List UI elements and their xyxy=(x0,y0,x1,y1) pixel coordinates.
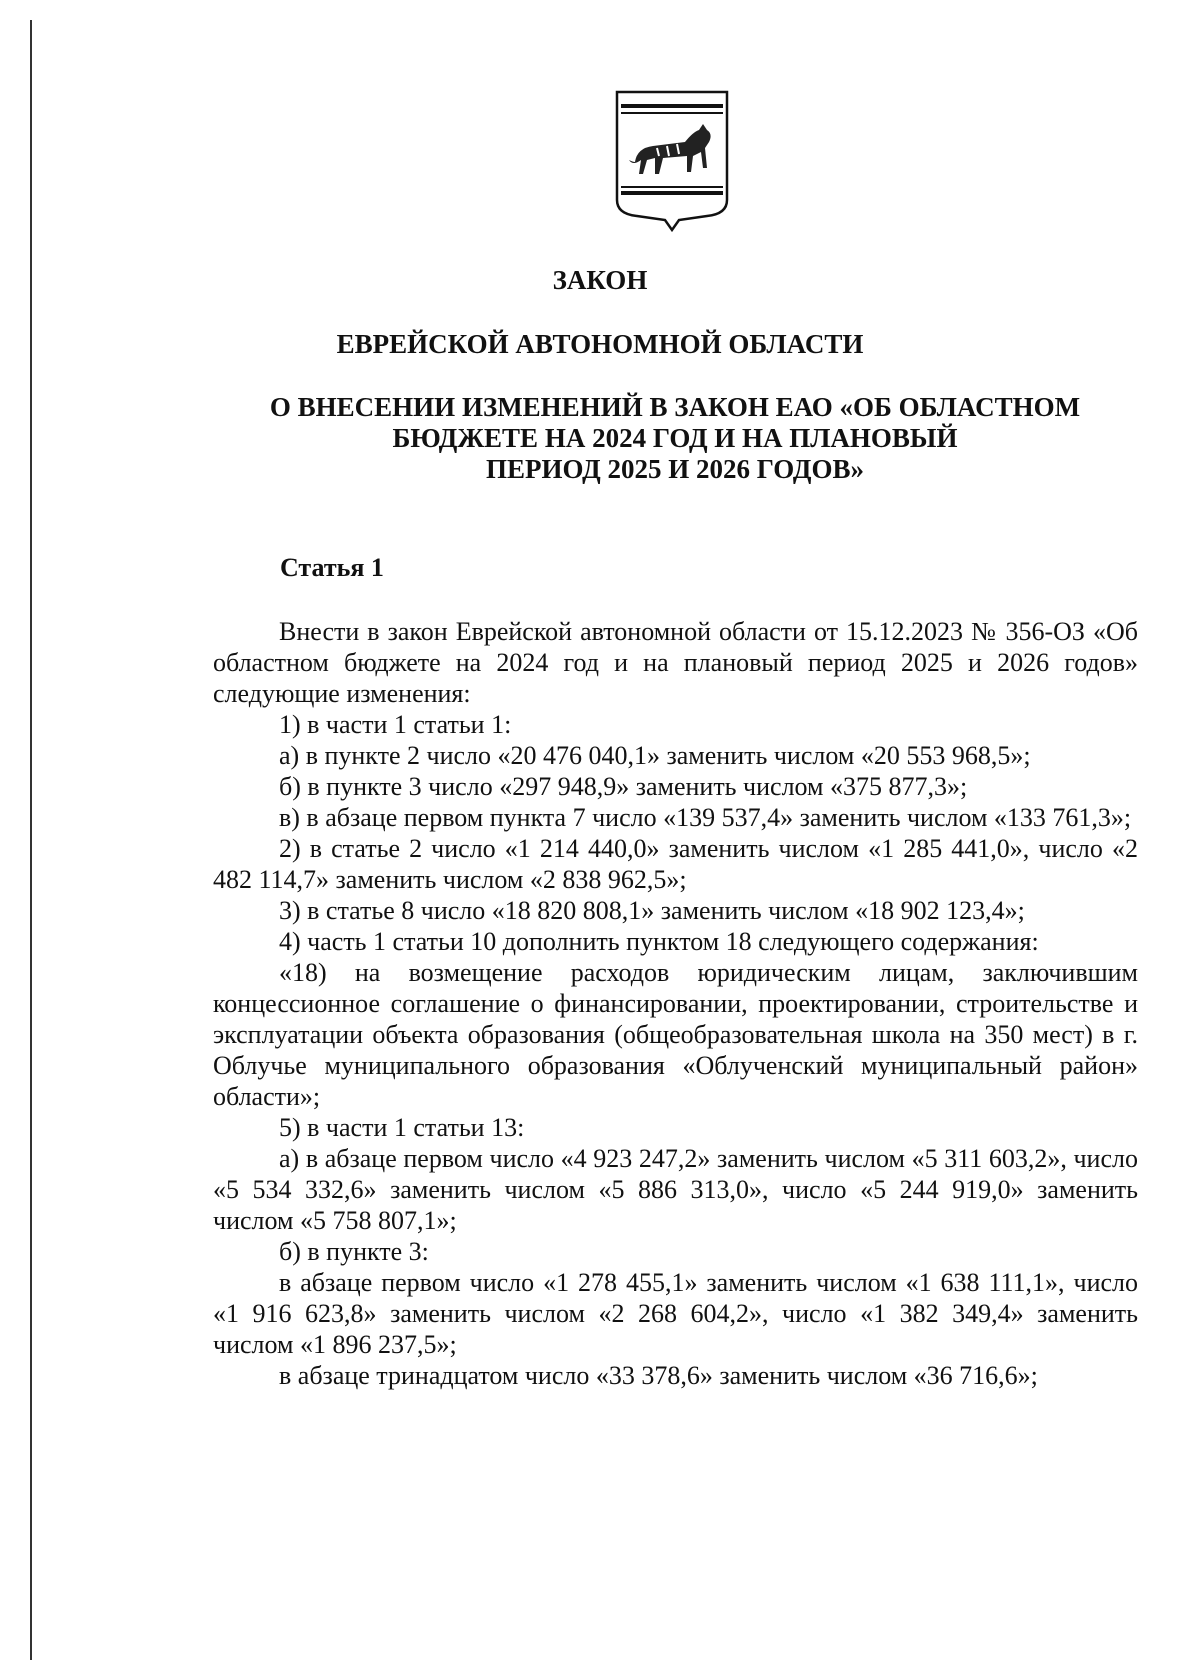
law-title: ЗАКОН xyxy=(552,265,648,295)
paragraph: а) в абзаце первом число «4 923 247,2» заменить числом «5 311 603,2», число «5 534 332,6» заменить числом «5 886 313,0», число «5 244 919,0» заменить числом «5 758 807,1»; xyxy=(213,1144,1138,1235)
paragraph: в) в абзаце первом пункта 7 число «139 537,4» заменить числом «133 761,3»; xyxy=(279,803,1132,832)
paragraph: 2) в статье 2 число «1 214 440,0» заменить числом «1 285 441,0», число «2 482 114,7» заменить числом «2 838 962,5»; xyxy=(213,834,1138,894)
paragraph: «18) на возмещение расходов юридическим лицам, заключившим концессионное соглашение о финансировании, проектировании, строительстве и эксплуатации объекта образования (общеобразовательная школа на 350 мест) в г. Облучье муниципального образования «Облученский муниципальный район» области»; xyxy=(213,958,1138,1111)
paragraph: 1) в части 1 статьи 1: xyxy=(279,710,512,739)
paragraph: 3) в статье 8 число «18 820 808,1» заменить числом «18 902 123,4»; xyxy=(279,896,1025,925)
paragraph: 5) в части 1 статьи 13: xyxy=(279,1113,525,1142)
paragraph: 4) часть 1 статьи 10 дополнить пунктом 18 следующего содержания: xyxy=(279,927,1039,956)
region-title: ЕВРЕЙСКОЙ АВТОНОМНОЙ ОБЛАСТИ xyxy=(336,329,864,359)
paragraph: в абзаце первом число «1 278 455,1» заменить числом «1 638 111,1», число «1 916 623,8» заменить числом «2 268 604,2», число «1 382 349,4» заменить числом «1 896 237,5»; xyxy=(213,1268,1138,1359)
paragraph: Внести в закон Еврейской автономной области от 15.12.2023 № 356-ОЗ «Об областном бюджете на 2024 год и на плановый период 2025 и 2026 годов» следующие изменения: xyxy=(213,617,1138,708)
article-heading: Статья 1 xyxy=(280,553,384,582)
paragraph: б) в пункте 3 число «297 948,9» заменить числом «375 877,3»; xyxy=(279,772,968,801)
paragraph: б) в пункте 3: xyxy=(279,1237,429,1266)
paragraph: в абзаце тринадцатом число «33 378,6» заменить числом «36 716,6»; xyxy=(279,1361,1038,1390)
law-subject-title xyxy=(255,392,1095,485)
law-subject-line: БЮДЖЕТЕ НА 2024 ГОД И НА ПЛАНОВЫЙ xyxy=(392,423,958,453)
article-body xyxy=(213,616,1138,1391)
coat-of-arms-emblem xyxy=(613,88,731,234)
law-subject-line: О ВНЕСЕНИИ ИЗМЕНЕНИЙ В ЗАКОН ЕАО «ОБ ОБЛАСТНОМ xyxy=(269,392,1081,422)
paragraph: а) в пункте 2 число «20 476 040,1» заменить числом «20 553 968,5»; xyxy=(279,741,1031,770)
law-subject-line: ПЕРИОД 2025 И 2026 ГОДОВ» xyxy=(486,454,864,484)
